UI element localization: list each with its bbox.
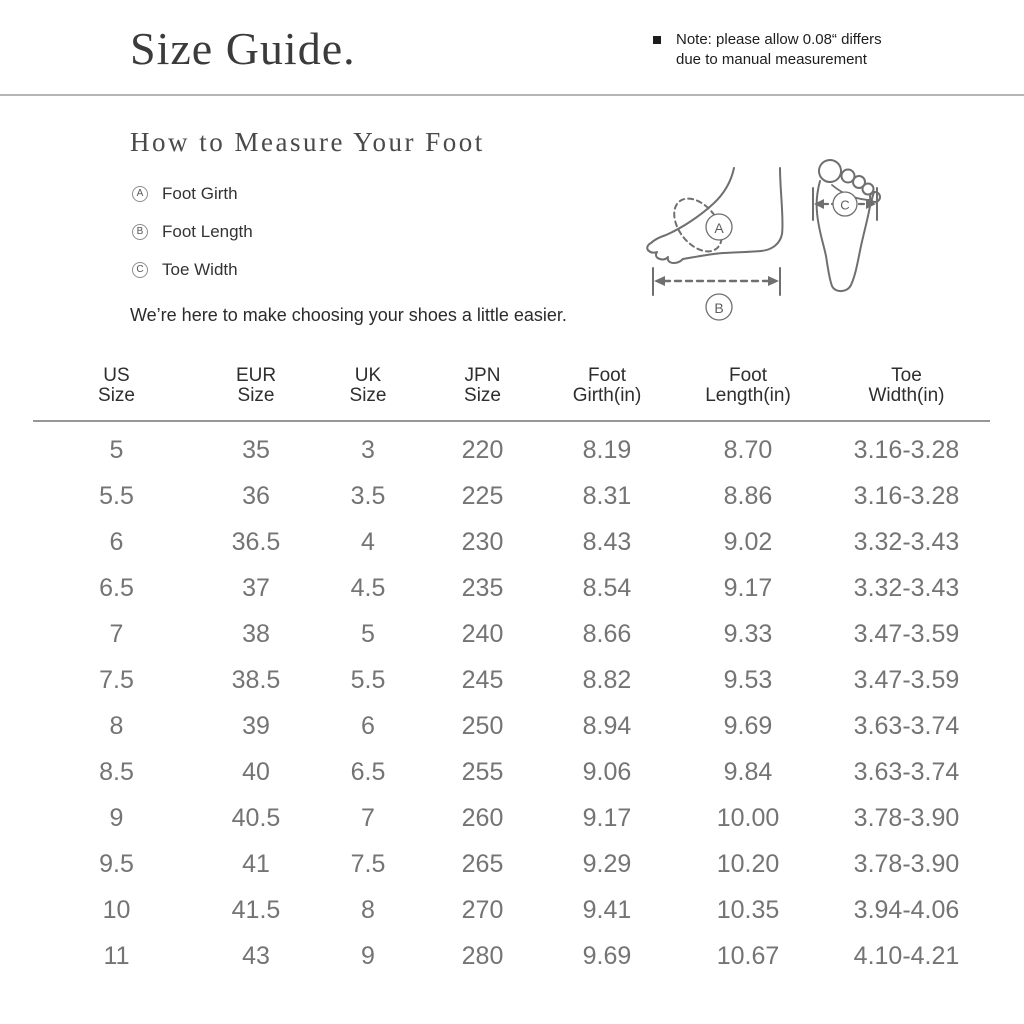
table-cell: 5 — [361, 619, 375, 648]
table-cell: 8.66 — [582, 619, 632, 648]
table-cell: 255 — [461, 757, 504, 786]
table-cell: 265 — [461, 849, 504, 878]
table-cell: 6 — [109, 527, 124, 556]
table-row — [33, 795, 990, 841]
tagline: We’re here to make choosing your shoes a little easier. — [130, 305, 567, 325]
table-cell: 5 — [109, 435, 124, 464]
legend-item-foot-girth — [132, 184, 253, 204]
column-header: EUR Size — [200, 356, 312, 421]
foot-measurement-diagram — [620, 140, 920, 330]
badge-letter-b: B — [714, 300, 724, 316]
table-cell: 8.5 — [99, 757, 134, 786]
table-cell: 280 — [461, 941, 504, 970]
table-cell: 10.67 — [716, 941, 780, 970]
section-heading: How to Measure Your Foot — [130, 127, 485, 157]
circled-a-icon: A — [132, 186, 148, 202]
table-row — [33, 657, 990, 703]
measure-legend — [132, 184, 253, 298]
table-cell: 9.41 — [582, 895, 632, 924]
table-cell: 4.10-4.21 — [853, 941, 960, 970]
foot-side-illustration — [647, 168, 782, 320]
table-cell: 3.16-3.28 — [853, 435, 960, 464]
table-cell: 5.5 — [99, 481, 134, 510]
size-table-body — [33, 421, 990, 979]
table-cell: 9.84 — [723, 757, 773, 786]
table-cell: 4 — [361, 527, 375, 556]
table-cell: 8.86 — [723, 481, 773, 510]
page-title: Size Guide. — [130, 23, 356, 74]
table-cell: 9 — [361, 941, 375, 970]
foot-sole-illustration — [813, 158, 880, 291]
legend-label: Foot Length — [162, 222, 253, 241]
table-cell: 8.43 — [582, 527, 632, 556]
badge-letter-a: A — [714, 220, 724, 236]
circled-b-icon: B — [132, 224, 148, 240]
table-cell: 8.31 — [582, 481, 632, 510]
table-cell: 240 — [461, 619, 504, 648]
note-line-1: Note: please allow 0.08“ differs — [676, 31, 882, 48]
table-cell: 7 — [109, 619, 124, 648]
table-cell: 3.78-3.90 — [853, 849, 960, 878]
table-row — [33, 703, 990, 749]
table-cell: 9.17 — [723, 573, 773, 602]
table-cell: 3.32-3.43 — [853, 527, 960, 556]
table-row — [33, 427, 990, 473]
table-cell: 9.53 — [723, 665, 773, 694]
table-cell: 9.69 — [723, 711, 773, 740]
table-cell: 3.63-3.74 — [853, 711, 960, 740]
table-cell: 7.5 — [350, 849, 386, 878]
table-row — [33, 933, 990, 979]
foot-length-measure — [653, 268, 780, 295]
note-line-2: due to manual measurement — [676, 51, 867, 68]
size-table-header-row — [33, 356, 990, 421]
table-cell: 225 — [461, 481, 504, 510]
table-cell: 6.5 — [99, 573, 134, 602]
column-header: US Size — [33, 356, 200, 421]
table-cell: 41 — [242, 849, 270, 878]
table-row — [33, 841, 990, 887]
table-cell: 6 — [361, 711, 375, 740]
legend-label: Toe Width — [162, 260, 238, 279]
legend-item-foot-length — [132, 222, 253, 242]
table-cell: 9 — [109, 803, 124, 832]
table-cell: 235 — [461, 573, 504, 602]
table-cell: 7 — [361, 803, 375, 832]
column-header: UK Size — [312, 356, 424, 421]
table-cell: 8.19 — [582, 435, 632, 464]
table-cell: 36.5 — [231, 527, 281, 556]
table-cell: 8 — [109, 711, 124, 740]
table-cell: 38 — [242, 619, 270, 648]
column-header: Foot Length(in) — [673, 356, 823, 421]
header-divider — [0, 94, 1024, 96]
table-cell: 250 — [461, 711, 504, 740]
column-header: JPN Size — [424, 356, 541, 421]
table-cell: 3 — [361, 435, 375, 464]
table-cell: 10.00 — [716, 803, 780, 832]
table-cell: 5.5 — [350, 665, 386, 694]
table-cell: 3.5 — [350, 481, 386, 510]
table-cell: 3.47-3.59 — [853, 665, 960, 694]
girth-badge — [706, 214, 732, 240]
table-cell: 40 — [242, 757, 270, 786]
table-row — [33, 565, 990, 611]
measurement-note — [653, 30, 933, 70]
table-cell: 9.17 — [582, 803, 632, 832]
table-cell: 230 — [461, 527, 504, 556]
length-badge — [706, 294, 732, 320]
table-cell: 38.5 — [231, 665, 281, 694]
table-row — [33, 473, 990, 519]
table-cell: 7.5 — [99, 665, 134, 694]
table-cell: 3.94-4.06 — [853, 895, 960, 924]
table-cell: 4.5 — [350, 573, 386, 602]
table-cell: 37 — [242, 573, 270, 602]
table-cell: 40.5 — [231, 803, 281, 832]
table-cell: 6.5 — [350, 757, 386, 786]
size-chart-table — [33, 356, 990, 979]
legend-label: Foot Girth — [162, 184, 238, 203]
table-cell: 10.20 — [716, 849, 780, 878]
note-text — [676, 30, 882, 70]
table-cell: 9.06 — [582, 757, 632, 786]
table-cell: 3.32-3.43 — [853, 573, 960, 602]
table-row — [33, 887, 990, 933]
table-row — [33, 519, 990, 565]
table-cell: 9.69 — [582, 941, 632, 970]
table-cell: 3.78-3.90 — [853, 803, 960, 832]
table-cell: 8 — [361, 895, 375, 924]
table-row — [33, 749, 990, 795]
column-header: Foot Girth(in) — [541, 356, 673, 421]
table-cell: 9.02 — [723, 527, 773, 556]
table-cell: 11 — [103, 941, 130, 970]
badge-letter-c: C — [840, 197, 850, 213]
table-cell: 9.29 — [582, 849, 632, 878]
table-cell: 8.70 — [723, 435, 773, 464]
table-cell: 8.82 — [582, 665, 632, 694]
table-cell: 10.35 — [716, 895, 780, 924]
table-cell: 9.33 — [723, 619, 773, 648]
table-cell: 41.5 — [231, 895, 281, 924]
table-cell: 3.47-3.59 — [853, 619, 960, 648]
table-cell: 3.63-3.74 — [853, 757, 960, 786]
table-cell: 39 — [242, 711, 270, 740]
table-cell: 3.16-3.28 — [853, 481, 960, 510]
table-cell: 8.54 — [582, 573, 632, 602]
table-cell: 260 — [461, 803, 504, 832]
table-cell: 270 — [461, 895, 504, 924]
table-cell: 8.94 — [582, 711, 632, 740]
table-cell: 43 — [242, 941, 270, 970]
legend-item-toe-width — [132, 260, 253, 280]
circled-c-icon: C — [132, 262, 148, 278]
table-cell: 9.5 — [99, 849, 134, 878]
square-bullet-icon — [653, 36, 661, 44]
table-cell: 35 — [242, 435, 270, 464]
table-row — [33, 611, 990, 657]
column-header: Toe Width(in) — [823, 356, 990, 421]
table-cell: 220 — [461, 435, 504, 464]
table-cell: 36 — [242, 481, 270, 510]
table-cell: 10 — [102, 895, 131, 924]
table-cell: 245 — [461, 665, 504, 694]
